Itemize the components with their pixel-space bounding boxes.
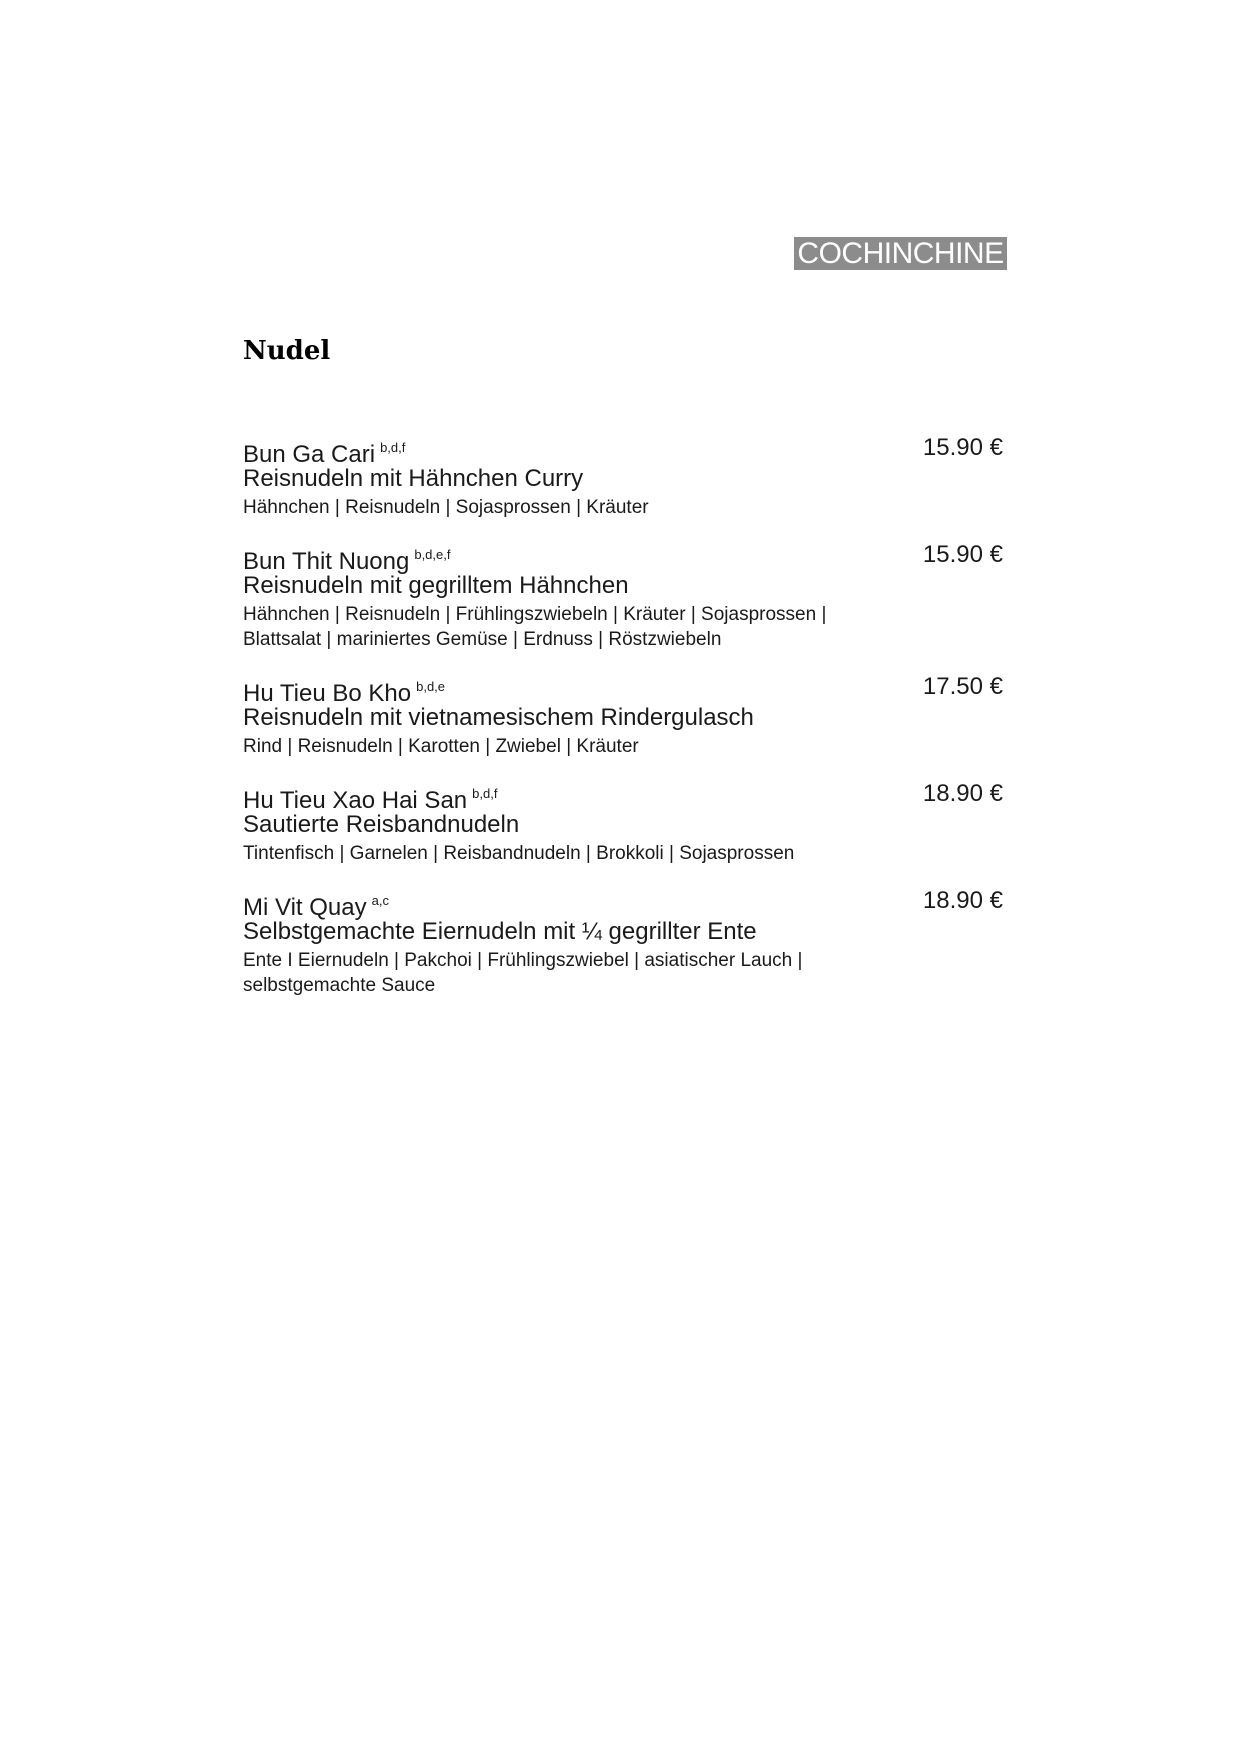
dish-allergens: b,d,f xyxy=(472,786,498,801)
dish-allergens: a,c xyxy=(371,893,389,908)
dish-ingredients: Rind | Reisnudeln | Karotten | Zwiebel | Kräuter xyxy=(243,736,639,757)
dish-subtitle: Sautierte Reisbandnudeln xyxy=(243,811,520,838)
dish-name: Bun Thit Nuong xyxy=(243,548,410,575)
dish-name: Bun Ga Cari xyxy=(243,441,376,468)
dish-item xyxy=(243,432,1003,520)
dish-ingredients: Ente I Eiernudeln | Pakchoi | Frühlingszwiebel | asiatischer Lauch | selbstgemachte Sauce xyxy=(243,950,803,996)
dish-list xyxy=(243,432,1003,1017)
dish-price: 18.90 € xyxy=(922,780,1003,807)
dish-price: 15.90 € xyxy=(922,541,1003,568)
dish-allergens: b,d,e,f xyxy=(414,547,451,562)
dish-item xyxy=(243,539,1003,652)
brand-logo: COCHINCHINE xyxy=(794,237,1007,270)
dish-item xyxy=(243,778,1003,866)
dish-ingredients: Hähnchen | Reisnudeln | Sojasprossen | Kräuter xyxy=(243,497,649,518)
dish-name-line xyxy=(243,432,1003,468)
section-title: Nudel xyxy=(243,336,331,366)
dish-subtitle: Reisnudeln mit Hähnchen Curry xyxy=(243,465,584,492)
dish-allergens: b,d,e xyxy=(416,679,446,694)
dish-name-line xyxy=(243,671,1003,707)
dish-name-line xyxy=(243,885,1003,921)
dish-item xyxy=(243,885,1003,998)
dish-price: 15.90 € xyxy=(922,434,1003,461)
dish-subtitle: Reisnudeln mit gegrilltem Hähnchen xyxy=(243,572,629,599)
dish-subtitle: Reisnudeln mit vietnamesischem Rindergulasch xyxy=(243,704,754,731)
dish-ingredients: Tintenfisch | Garnelen | Reisbandnudeln | Brokkoli | Sojasprossen xyxy=(243,843,795,864)
dish-name-line xyxy=(243,778,1003,814)
dish-subtitle: Selbstgemachte Eiernudeln mit ¼ gegrillter Ente xyxy=(243,918,757,945)
dish-name: Mi Vit Quay xyxy=(243,894,367,921)
dish-price: 17.50 € xyxy=(922,673,1003,700)
dish-ingredients: Hähnchen | Reisnudeln | Frühlingszwiebeln | Kräuter | Sojasprossen | Blattsalat | mariniertes Gemüse | Erdnuss | Röstzwiebeln xyxy=(243,604,827,650)
dish-name: Hu Tieu Xao Hai San xyxy=(243,787,468,814)
dish-name: Hu Tieu Bo Kho xyxy=(243,680,412,707)
dish-price: 18.90 € xyxy=(922,887,1003,914)
dish-item xyxy=(243,671,1003,759)
dish-allergens: b,d,f xyxy=(380,440,406,455)
dish-name-line xyxy=(243,539,1003,575)
